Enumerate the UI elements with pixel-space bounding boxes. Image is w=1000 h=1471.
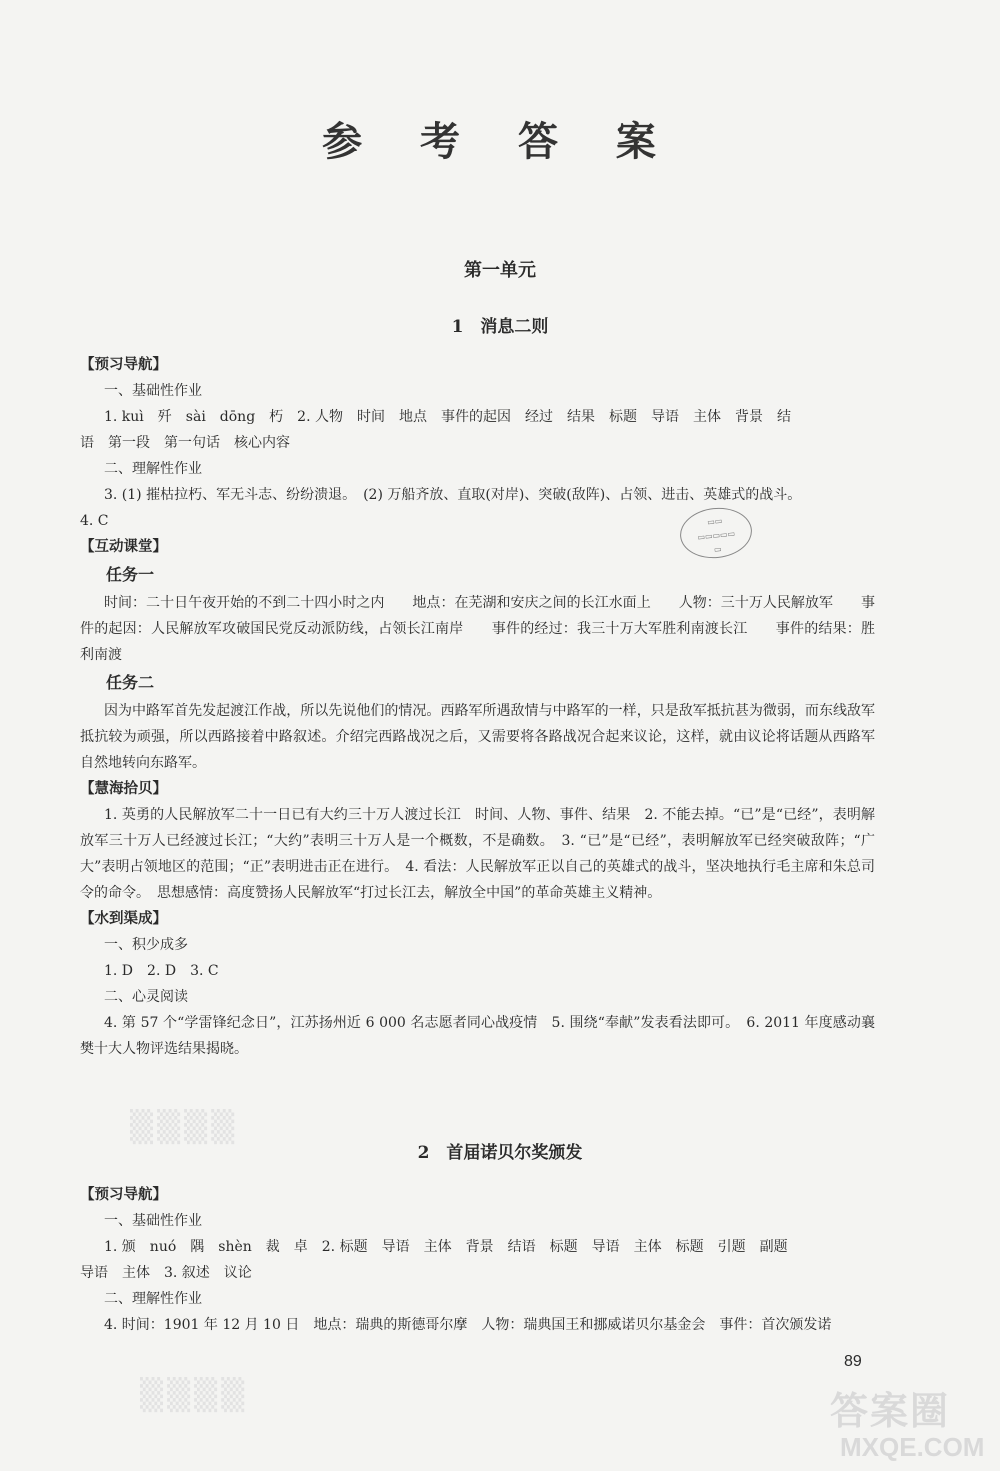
understanding-homework-line-1: 3. (1) 摧枯拉朽、军无斗志、纷纷溃退。 (2) 万船齐放、直取(对岸)、突破(敌阵)、占领、进击、英雄式的战斗。 — [104, 487, 802, 503]
section-header-preview-2: 【预习导航】 — [80, 1186, 167, 1203]
faded-watermark-text: ▒▒▒▒ — [140, 1378, 249, 1413]
ink-stamp: ▭▭ ▭▭▭▭▭ ▭ — [678, 504, 755, 561]
reading-label: 二、心灵阅读 — [104, 989, 188, 1005]
lesson-1-content — [80, 352, 875, 1062]
task-2-text: 因为中路军首先发起渡江作战，所以先说他们的情况。西路军所遇敌情与中路军的一样，只是敌军抵抗甚为微弱，而东线敌军抵抗较为顽强，所以西路接着中路叙述。介绍完西路战况之后，又需要将各路战况合起来议论，这样，就由议论将话题从西路军自然地转向东路军。 — [80, 703, 875, 771]
page-number: 89 — [844, 1353, 862, 1370]
reading-text: 4. 第 57 个“学雷锋纪念日”，江苏扬州近 6 000 名志愿者同心战疫情 5. 围绕“奉献”发表看法即可。 6. 2011 年度感动襄樊十大人物评选结果揭晓。 — [80, 1015, 875, 1057]
unit-heading: 第一单元 — [464, 260, 536, 281]
understanding-homework-line-2: 4. C — [80, 513, 109, 529]
basic-homework-label: 一、基础性作业 — [104, 383, 202, 399]
understanding-homework-line-1-2: 4. 时间：1901 年 12 月 10 日 地点：瑞典的斯德哥尔摩 人物：瑞典国王和挪威诺贝尔基金会 事件：首次颁发诺 — [104, 1317, 832, 1333]
section-header-preview: 【预习导航】 — [80, 356, 167, 373]
basic-homework-line-2-2: 导语 主体 3. 叙述 议论 — [80, 1265, 252, 1281]
task-1-label: 任务一 — [106, 565, 155, 584]
page-title: 参 考 答 案 — [322, 118, 678, 165]
section-header-success: 【水到渠成】 — [80, 910, 167, 927]
understanding-homework-label: 二、理解性作业 — [104, 461, 202, 477]
lesson-2-content — [80, 1182, 875, 1338]
lesson-2-heading: 2 首届诺贝尔奖颁发 — [417, 1143, 583, 1163]
section-header-wisdom: 【慧海拾贝】 — [80, 780, 167, 797]
watermark-url: MXQE.COM — [840, 1432, 985, 1462]
understanding-homework-label-2: 二、理解性作业 — [104, 1291, 202, 1307]
wisdom-text: 1. 英勇的人民解放军二十一日已有大约三十万人渡过长江 时间、人物、事件、结果 2. 不能去掉。“已”是“已经”，表明解放军三十万人已经渡过长江；“大约”表明三十万人是一个概数，不是确数。 3. “已”是“已经”，表明解放军已经突破敌阵；“广大”表明占领地区的范围；“正”表明进击正在进行。 4. 看法：人民解放军正以自己的英雄式的战斗，坚决地执行毛主席和朱总司令的命令。 思想感情：高度赞扬人民解放军“打过长江去，解放全中国”的革命英雄主义精神。 — [80, 807, 875, 901]
accumulation-text: 1. D 2. D 3. C — [104, 963, 219, 979]
basic-homework-label-2: 一、基础性作业 — [104, 1213, 202, 1229]
watermark-logo: 答案圈 — [830, 1391, 951, 1433]
basic-homework-line-1-2: 1. 颁 nuó 隅 shèn 裁 卓 2. 标题 导语 主体 背景 结语 标题 导语 主体 标题 引题 副题 — [104, 1239, 788, 1255]
task-1-text: 时间：二十日午夜开始的不到二十四小时之内 地点：在芜湖和安庆之间的长江水面上 人物：三十万人民解放军 事件的起因：人民解放军攻破国民党反动派防线，占领长江南岸 事件的经过：我三十万大军胜利南渡长江 事件的结果：胜利南渡 — [80, 595, 875, 663]
task-2-label: 任务二 — [106, 673, 155, 692]
basic-homework-line-1: 1. kuì 歼 sài dōng 朽 2. 人物 时间 地点 事件的起因 经过 结果 标题 导语 主体 背景 结 — [104, 409, 791, 425]
site-watermark — [830, 1380, 1000, 1470]
basic-homework-line-2: 语 第一段 第一句话 核心内容 — [80, 435, 290, 451]
accumulation-label: 一、积少成多 — [104, 937, 188, 953]
faded-watermark-text: ▒▒▒▒ — [130, 1110, 239, 1145]
section-header-interactive: 【互动课堂】 — [80, 538, 167, 555]
lesson-1-heading: 1 消息二则 — [451, 317, 549, 337]
